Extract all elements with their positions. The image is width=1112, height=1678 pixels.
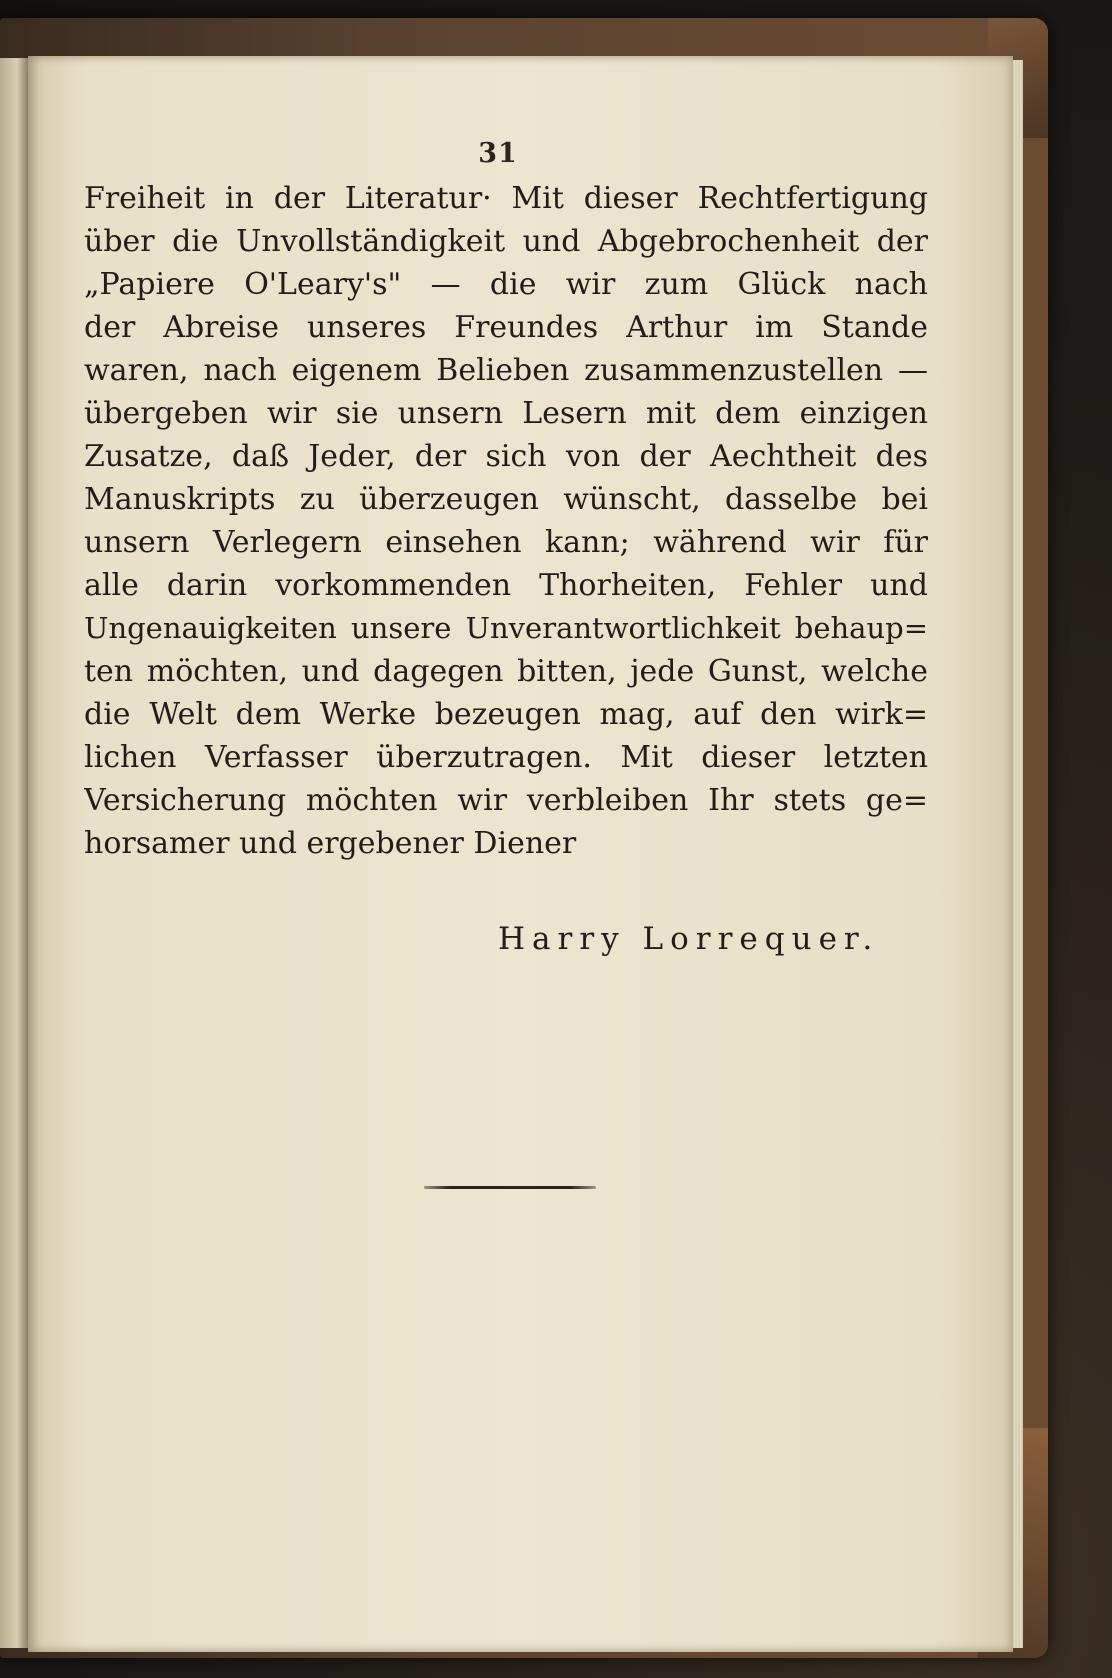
text-line: lichen Verfasser überzutragen. Mit dieser letzten (84, 740, 928, 775)
text-line: „Papiere O'Leary's" — die wir zum Glück nach (84, 267, 928, 302)
body-text (84, 177, 928, 865)
text-line: Manuskripts zu überzeugen wünscht, dasselbe bei (84, 482, 928, 517)
signature: Harry Lorrequer. (498, 921, 880, 957)
text-line: Freiheit in der Literatur· Mit dieser Rechtfertigung (84, 181, 928, 216)
page-edge-stack (1013, 60, 1023, 1648)
text-line: Versicherung möchten wir verbleiben Ihr stets ge= (84, 783, 928, 818)
book-page (28, 56, 1013, 1652)
end-rule-divider (424, 1186, 596, 1189)
facing-page-edge (0, 58, 28, 1648)
text-line: die Welt dem Werke bezeugen mag, auf den wirk= (84, 697, 928, 732)
text-line: über die Unvollständigkeit und Abgebrochenheit der (84, 224, 928, 259)
page-number: 31 (478, 138, 518, 169)
text-line: Ungenauigkeiten unsere Unverantwortlichkeit behaup= (84, 611, 928, 645)
text-line: horsamer und ergebener Diener (84, 826, 577, 861)
text-line: unsern Verlegern einsehen kann; während wir für (84, 525, 928, 560)
text-line: waren, nach eigenem Belieben zusammenzustellen — (84, 353, 928, 388)
text-line: der Abreise unseres Freundes Arthur im Stande (84, 310, 928, 345)
text-line: Zusatze, daß Jeder, der sich von der Aechtheit des (84, 439, 928, 474)
text-line: ten möchten, und dagegen bitten, jede Gunst, welche (84, 654, 928, 689)
text-line: übergeben wir sie unsern Lesern mit dem einzigen (84, 396, 928, 431)
text-line: alle darin vorkommenden Thorheiten, Fehler und (84, 568, 928, 603)
